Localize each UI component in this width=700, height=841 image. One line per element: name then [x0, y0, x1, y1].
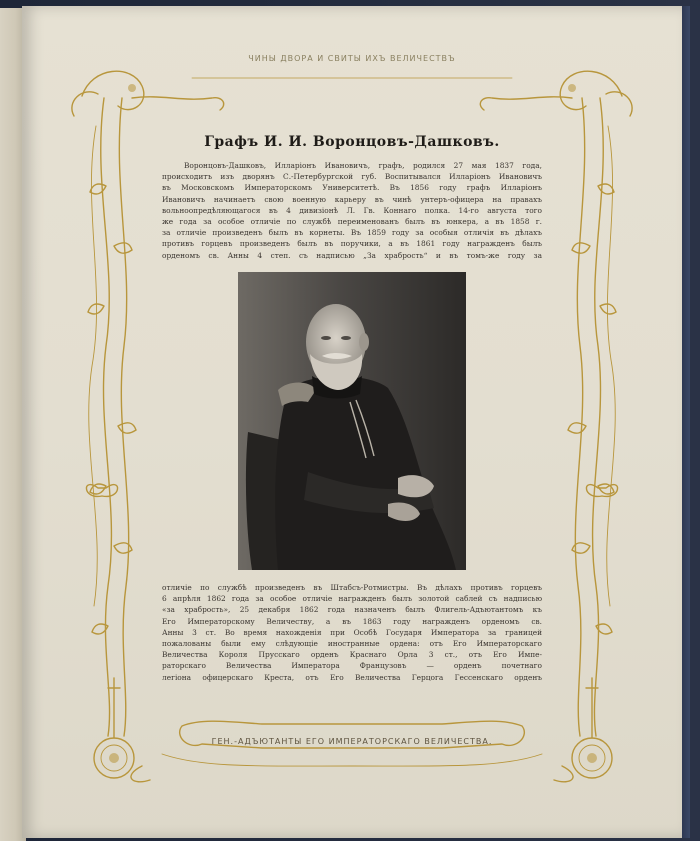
portrait-photo: [238, 272, 466, 570]
text-line: Ивановичъ начинаетъ свою военную карьеру въ чинѣ унтеръ-офицера на правахъ: [162, 194, 542, 204]
text-block-bottom: [162, 582, 542, 683]
text-line: противъ горцевъ произведенъ былъ въ поручики, а въ 1861 году награжденъ былъ: [162, 239, 542, 249]
text-line: же года за особое отличіе по службѣ переименованъ былъ въ юнкера, а въ 1858 г.: [162, 217, 542, 227]
text-line: въ Московскомъ Императорскомъ Университетѣ. Въ 1856 году графъ Илларіонъ: [162, 183, 542, 193]
text-block-top: [162, 160, 542, 261]
text-line: вольноопредѣляющагося въ 4 дивизіонѣ Л. Гв. Коннаго полка. 14-го августа того: [162, 205, 542, 215]
text-line: Величества Короля Прусскаго орденъ Краснаго Орла 3 ст., отъ Его Импе-: [162, 650, 542, 660]
text-line: 6 апрѣля 1862 года за особое отличіе награжденъ былъ золотой саблей съ надписью: [162, 594, 542, 604]
text-line: за отличіе произведенъ былъ въ корнеты. Въ 1859 году за особыя отличія въ дѣлахъ: [162, 228, 542, 238]
text-line: раторскаго Величества Императора Французовъ — орденъ почетнаго: [162, 661, 542, 671]
text-line: отличіе по службѣ произведенъ въ Штабсъ-Ротмистры. Въ дѣлахъ противъ горцевъ: [162, 583, 542, 592]
text-line: легіона офицерскаго Креста, отъ Его Величества Герцога Гессенскаго орденъ: [162, 672, 542, 682]
book-page: [22, 6, 682, 838]
text-line: Анны 3 ст. Во время нахожденія при Особѣ Государя Императора за границей: [162, 627, 542, 637]
text-line: пожалованы были ему слѣдующіе иностранные ордена: отъ Его Императорскаго: [162, 639, 542, 649]
banner-caption: ГЕН.-АДЪЮТАНТЫ ЕГО ИМПЕРАТОРСКАГО ВЕЛИЧЕСТВА.: [211, 737, 493, 746]
text-line: происходитъ изъ дворянъ С.-Петербургской губ. Воспитывался Илларіонъ Ивановичъ: [162, 172, 542, 182]
text-line: Воронцовъ-Дашковъ, Илларіонъ Ивановичъ, графъ, родился 27 мая 1837 года,: [184, 161, 542, 170]
running-head: ЧИНЫ ДВОРА И СВИТЫ ИХЪ ВЕЛИЧЕСТВЪ: [248, 54, 456, 63]
page-title: Графъ И. И. Воронцовъ-Дашковъ.: [204, 134, 500, 150]
text-line: Его Императорскому Величеству, а въ 1863 году награжденъ орденомъ св.: [162, 616, 542, 626]
text-line: «за храбрость», 25 декабря 1862 года назначенъ былъ Флигель-Адъютантомъ къ: [162, 605, 542, 615]
text-line: орденомъ св. Анны 4 степ. съ надписью „За храбрость“ и въ томъ-же году за: [162, 250, 542, 260]
